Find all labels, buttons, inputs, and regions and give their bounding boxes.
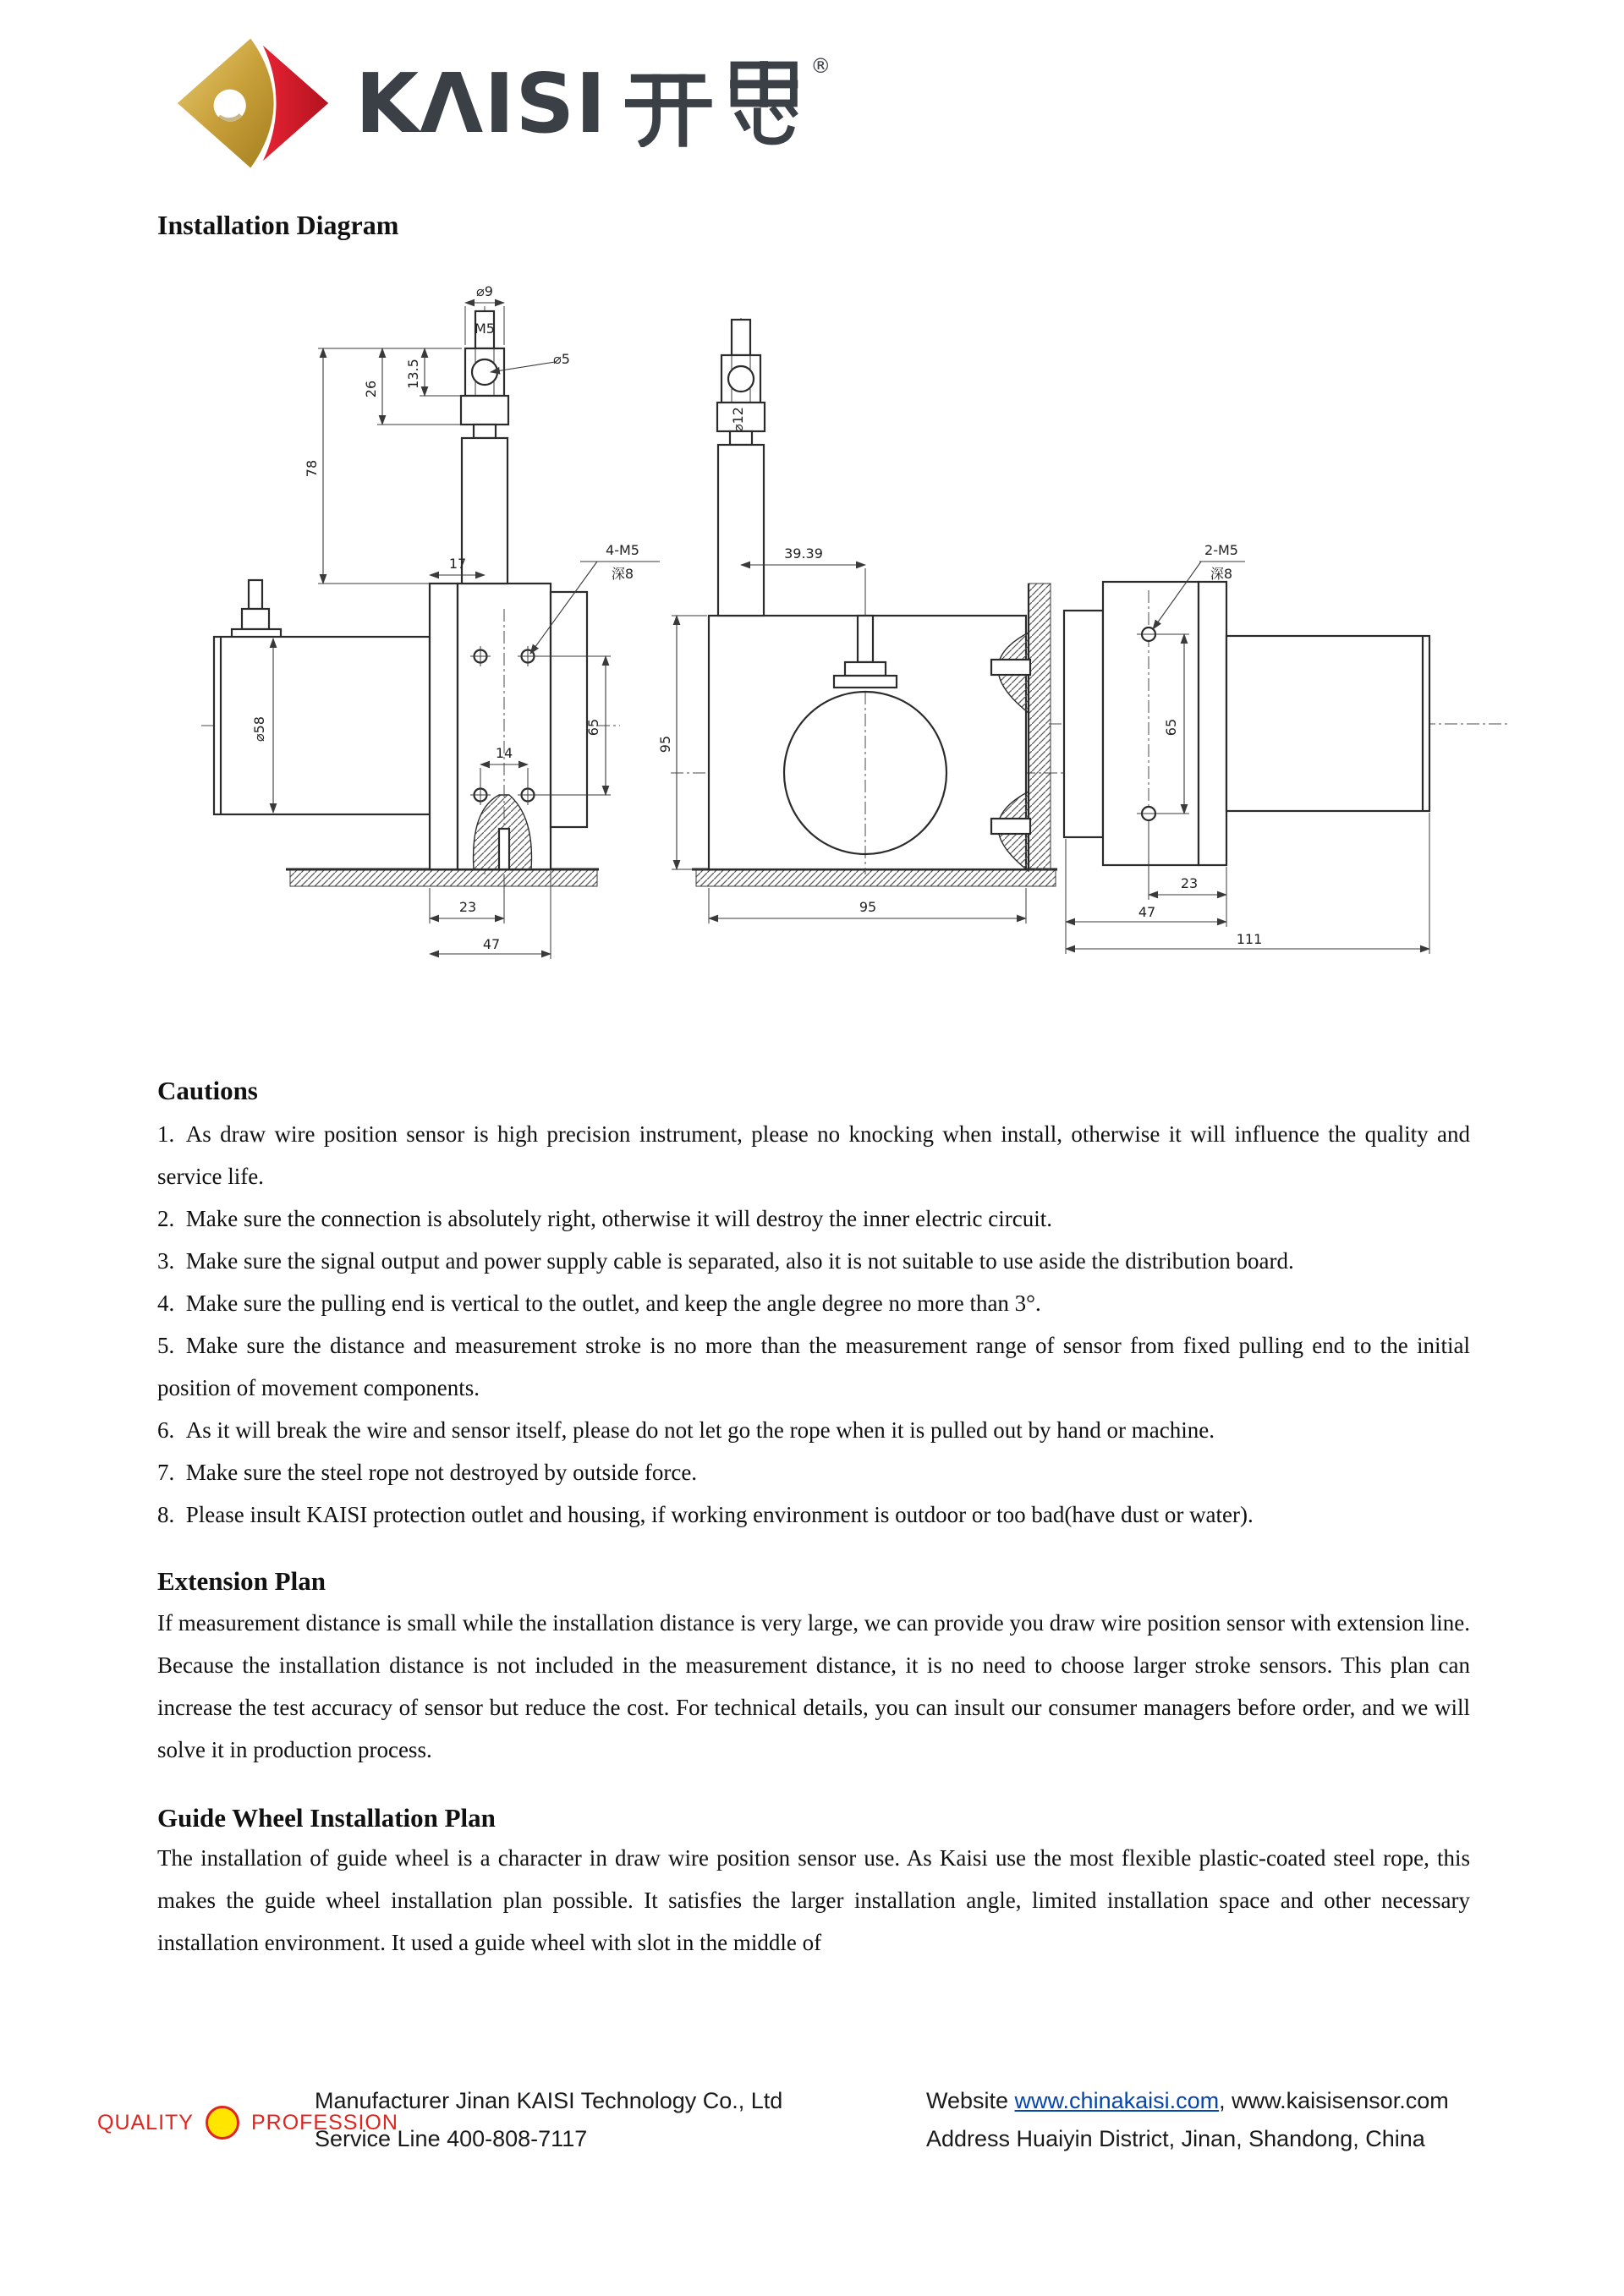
extension-plan-paragraph: If measurement distance is small while the installation distance is very large, we can provide you draw wire position sensor with extension line. Because the installation distance is not included in the measurement distance, it is no need to choose larger stroke sensors. This plan can increase the test accuracy of sensor but reduce the cost. For technical details, you can insult our consumer managers before order, and we will solve it in production process. [157, 1610, 1470, 1762]
dimension-label: M5 [475, 321, 495, 337]
dimension-label: 65 [1163, 718, 1179, 737]
dimension-label: 26 [363, 380, 379, 398]
quality-circle-icon [206, 2106, 239, 2140]
dimension-label: 39.39 [784, 545, 823, 562]
caution-item: 4. Make sure the pulling end is vertical to the outlet, and keep the angle degree no more than 3°. [157, 1290, 1041, 1316]
brand-logo [176, 36, 831, 171]
dimension-label: 78 [304, 459, 320, 478]
profession-label: PROFESSION [250, 2110, 398, 2134]
brand-chinese-characters [625, 59, 807, 147]
dimension-label: 4-M5 [606, 542, 639, 558]
caution-item: 1. As draw wire position sensor is high precision instrument, please no knocking when install, otherwise it will influence the quality and service life. [157, 1121, 1470, 1189]
website-rest: , www.kaisisensor.com [1219, 2088, 1449, 2113]
address-line: Address Huaiyin District, Jinan, Shandong, China [926, 2126, 1425, 2151]
dimension-label: 深8 [611, 566, 634, 582]
dimension-label: 65 [585, 718, 601, 737]
installation-diagram-drawing [193, 277, 1529, 984]
dimension-label: ⌀58 [251, 716, 267, 742]
page-footer [97, 2082, 1544, 2175]
dimension-label: ⌀5 [553, 351, 570, 367]
cautions-list [157, 1113, 1470, 1536]
caution-item: 6. As it will break the wire and sensor itself, please do not let go the rope when it is pulled out by hand or machine. [157, 1417, 1215, 1443]
caution-item: 7. Make sure the steel rope not destroyed by outside force. [157, 1460, 698, 1485]
dimension-label: 23 [1180, 875, 1199, 891]
extension-plan-heading: Extension Plan [157, 1566, 326, 1596]
caution-item: 2. Make sure the connection is absolutely right, otherwise it will destroy the inner electric circuit. [157, 1206, 1052, 1231]
cautions-heading: Cautions [157, 1076, 258, 1105]
dimension-label: 2-M5 [1204, 542, 1238, 558]
dimension-label: 47 [482, 936, 501, 952]
website-link[interactable]: www.chinakaisi.com [1014, 2088, 1220, 2113]
brand-name: KΛISI [355, 55, 607, 151]
registered-trademark: ® [810, 54, 831, 78]
caution-item: 5. Make sure the distance and measurement stroke is no more than the measurement range of sensor from fixed pulling end to the initial position of movement components. [157, 1333, 1470, 1400]
dimension-label: 95 [657, 735, 673, 753]
dimension-label: 47 [1138, 904, 1156, 920]
logo-diamond-icon [176, 36, 330, 171]
website-label: Website [926, 2088, 1015, 2113]
footer-company-column [315, 2082, 782, 2158]
footer-contact-column [926, 2082, 1449, 2158]
guide-wheel-paragraph: The installation of guide wheel is a character in draw wire position sensor use. As Kaisi use the most flexible plastic-coated steel rope, this makes the guide wheel installation plan possible. It satisfies the larger installation angle, limited installation space and other necessary installation environment. It used a guide wheel with slot in the middle of [157, 1845, 1470, 1955]
dimension-label: 23 [458, 899, 477, 915]
page-title: Installation Diagram [157, 210, 399, 240]
dimension-label: ⌀9 [476, 283, 493, 299]
service-line: Service Line 400-808-7117 [315, 2126, 588, 2151]
caution-item: 3. Make sure the signal output and power supply cable is separated, also it is not suitable to use aside the distribution board. [157, 1248, 1294, 1274]
quality-label: QUALITY [97, 2110, 194, 2134]
dimension-label: 深8 [1210, 566, 1233, 582]
dimension-label: ⌀12 [730, 407, 746, 432]
manufacturer-line: Manufacturer Jinan KAISI Technology Co., Ltd [315, 2088, 783, 2113]
dimension-label: 95 [859, 899, 877, 915]
website-line [926, 2082, 1449, 2120]
dimension-label: 111 [1236, 931, 1263, 947]
view-front [201, 303, 660, 959]
guide-wheel-heading: Guide Wheel Installation Plan [157, 1803, 496, 1833]
dimension-label: 14 [495, 745, 513, 761]
caution-item: 8. Please insult KAISI protection outlet and housing, if working environment is outdoor or too bad(have dust or water). [157, 1502, 1254, 1527]
dimension-label: 17 [448, 556, 467, 572]
view-rear [1049, 562, 1509, 954]
dimension-label: 13.5 [405, 359, 421, 389]
document-body [157, 1076, 1470, 1964]
